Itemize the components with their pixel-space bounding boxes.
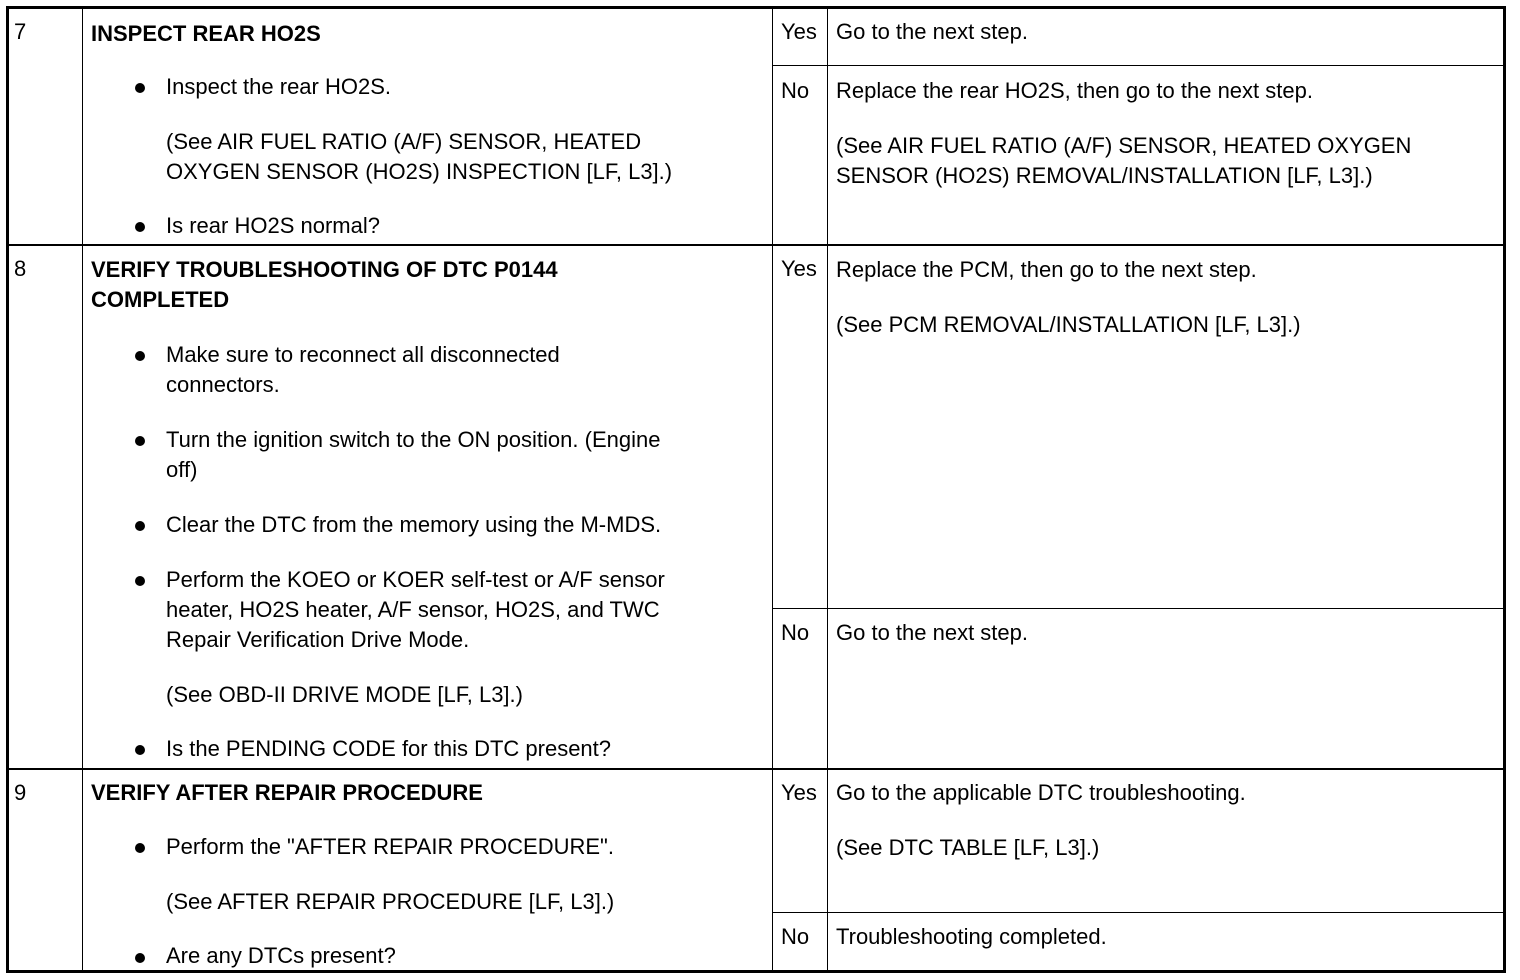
- table-row-step-8: [9, 246, 1503, 770]
- action-text: heater, HO2S heater, A/F sensor, HO2S, and TWC: [166, 597, 660, 622]
- action-question: Is rear HO2S normal?: [166, 213, 380, 238]
- bullet-icon: [135, 351, 145, 361]
- bullet-icon: [135, 953, 145, 963]
- yes-label: Yes: [781, 780, 817, 805]
- yes-label: Yes: [781, 256, 817, 281]
- action-text: Repair Verification Drive Mode.: [166, 627, 470, 652]
- step-title: VERIFY AFTER REPAIR PROCEDURE: [91, 780, 483, 805]
- action-text: Make sure to reconnect all disconnected: [166, 342, 560, 367]
- step-title: INSPECT REAR HO2S: [91, 21, 321, 46]
- no-result: Replace the rear HO2S, then go to the next step.: [836, 78, 1313, 103]
- action-text: Clear the DTC from the memory using the M-MDS.: [166, 512, 662, 537]
- bullet-icon: [135, 745, 145, 755]
- action-reference: (See AFTER REPAIR PROCEDURE [LF, L3].): [166, 889, 615, 914]
- bullet-icon: [135, 83, 145, 93]
- step-number: 9: [14, 780, 27, 805]
- no-reference: SENSOR (HO2S) REMOVAL/INSTALLATION [LF, L3].): [836, 163, 1373, 188]
- troubleshooting-table: [6, 6, 1506, 973]
- bullet-icon: [135, 521, 145, 531]
- yes-reference: (See PCM REMOVAL/INSTALLATION [LF, L3].): [836, 312, 1301, 337]
- action-reference: (See AIR FUEL RATIO (A/F) SENSOR, HEATED: [166, 129, 642, 154]
- yes-result: Replace the PCM, then go to the next step.: [836, 257, 1257, 282]
- action-text: Turn the ignition switch to the ON position. (Engine: [166, 427, 661, 452]
- action-text: Perform the "AFTER REPAIR PROCEDURE".: [166, 834, 614, 859]
- no-label: No: [781, 924, 810, 949]
- no-result: Troubleshooting completed.: [836, 924, 1107, 949]
- step-number: 8: [14, 256, 27, 281]
- no-label: No: [781, 78, 810, 103]
- no-reference: (See AIR FUEL RATIO (A/F) SENSOR, HEATED OXYGEN: [836, 133, 1412, 158]
- bullet-icon: [135, 843, 145, 853]
- table-row-step-7: [9, 9, 1503, 246]
- no-label: No: [781, 620, 810, 645]
- action-reference: (See OBD-II DRIVE MODE [LF, L3].): [166, 682, 523, 707]
- action-text: connectors.: [166, 372, 280, 397]
- step-title: VERIFY TROUBLESHOOTING OF DTC P0144: [91, 257, 558, 282]
- yes-reference: (See DTC TABLE [LF, L3].): [836, 835, 1100, 860]
- table-row-step-9: [9, 770, 1503, 970]
- action-question: Is the PENDING CODE for this DTC present?: [166, 736, 612, 761]
- action-text: off): [166, 457, 198, 482]
- bullet-icon: [135, 436, 145, 446]
- step-title: COMPLETED: [91, 287, 230, 312]
- no-result: Go to the next step.: [836, 620, 1029, 645]
- action-question: Are any DTCs present?: [166, 943, 396, 968]
- yes-label: Yes: [781, 19, 817, 44]
- action-text: Inspect the rear HO2S.: [166, 74, 391, 99]
- action-reference: OXYGEN SENSOR (HO2S) INSPECTION [LF, L3].): [166, 159, 673, 184]
- yes-result: Go to the applicable DTC troubleshooting.: [836, 780, 1246, 805]
- action-text: Perform the KOEO or KOER self-test or A/F sensor: [166, 567, 665, 592]
- bullet-icon: [135, 576, 145, 586]
- bullet-icon: [135, 222, 145, 232]
- step-number: 7: [14, 19, 27, 44]
- yes-result: Go to the next step.: [836, 19, 1029, 44]
